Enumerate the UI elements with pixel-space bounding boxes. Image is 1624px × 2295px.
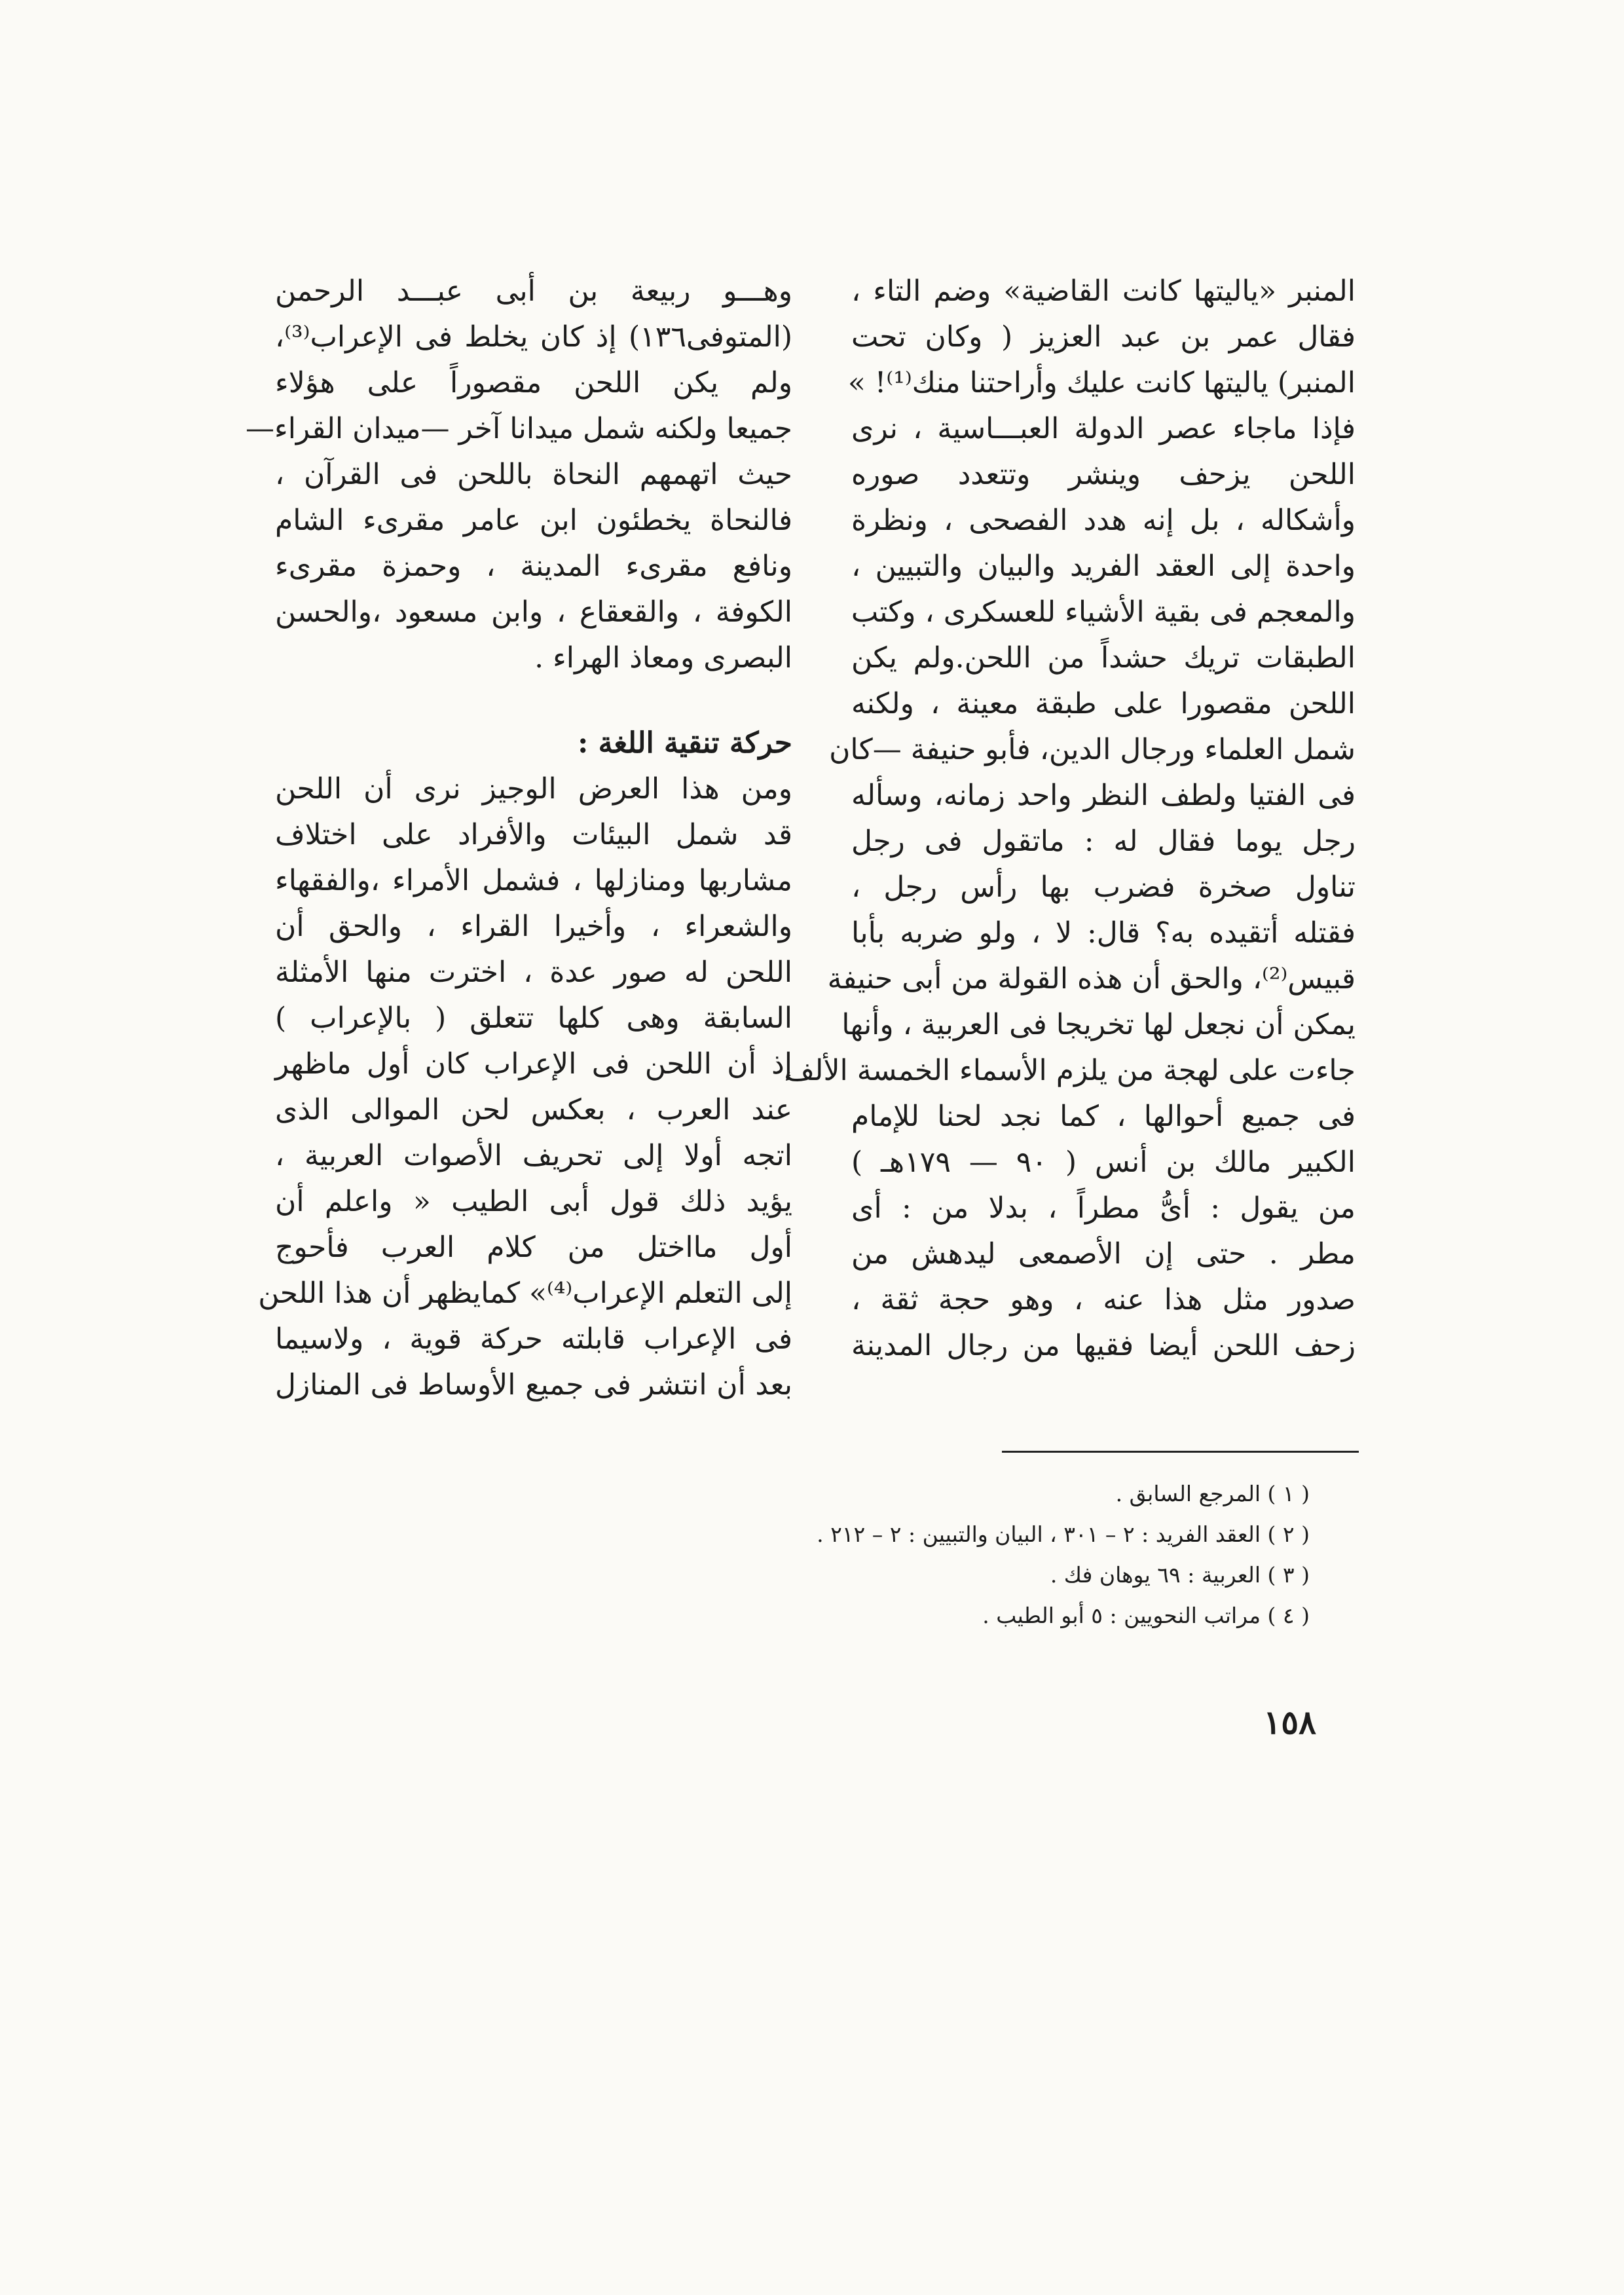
text-line: اللحن يزحف وينشر وتتعدد صوره (851, 458, 1356, 491)
section-heading: حركة تنقية اللغة : (578, 726, 792, 760)
footnote-divider (1002, 1451, 1359, 1453)
text-line: اللحن مقصورا على طبقة معينة ، ولكنه (851, 687, 1356, 720)
text-line: عند العرب ، بعكس لحن الموالى الذى (275, 1093, 792, 1127)
text-line: ونافع مقرىء المدينة ، وحمزة مقرىء (275, 550, 792, 583)
text-line: إلى التعلم الإعراب⁽⁴⁾» كمايظهر أن هذا اللحن (258, 1277, 792, 1310)
footnotes (655, 1474, 1310, 1636)
text-line: والمعجم فى بقية الأشياء للعسكرى ، وكتب (851, 595, 1356, 629)
text-line: البصرى ومعاذ الهراء . (534, 641, 792, 675)
text-line: الكبير مالك بن أنس ( ٩٠ — ١٧٩هـ ) (851, 1146, 1356, 1179)
text-line: والشعراء ، وأخيرا القراء ، والحق أن (275, 910, 792, 943)
text-line: السابقة وهى كلها تتعلق ( بالإعراب ) (275, 1001, 792, 1035)
text-line: تناول صخرة فضرب بها رأس رجل ، (851, 870, 1356, 904)
text-line: فى الفتيا ولطف النظر واحد زمانه، وسأله (851, 779, 1356, 812)
text-line: مطر . حتى إن الأصمعى ليدهش من (851, 1237, 1356, 1271)
text-line: واحدة إلى العقد الفريد والبيان والتبيين ، (851, 550, 1356, 583)
text-line: يمكن أن نجعل لها تخريجا فى العربية ، وأنها (841, 1008, 1356, 1041)
text-line: اتجه أولا إلى تحريف الأصوات العربية ، (275, 1139, 792, 1172)
text-line: وهـــو ربيعة بن أبى عبـــد الرحمن (275, 274, 792, 308)
text-line: فقال عمر بن عبد العزيز ( وكان تحت (851, 320, 1356, 354)
text-line: وأشكاله ، بل إنه هدد الفصحى ، ونظرة (851, 504, 1356, 537)
text-line: مشاربها ومنازلها ، فشمل الأمراء ،والفقهاء (275, 864, 792, 897)
text-line: جميعا ولكنه شمل ميدانا آخر —ميدان القراء— (246, 412, 792, 445)
text-line: قبيس⁽²⁾، والحق أن هذه القولة من أبى حنيفة (827, 962, 1356, 996)
text-line: الكوفة ، والقعقاع ، وابن مسعود ،والحسن (275, 595, 792, 629)
footnote: ( ١ ) المرجع السابق . (1115, 1481, 1310, 1506)
text-line: يؤيد ذلك قول أبى الطيب « واعلم أن (275, 1185, 792, 1218)
left-text-column (246, 269, 792, 1408)
text-line: فى جميع أحوالها ، كما نجد لحنا للإمام (851, 1100, 1356, 1133)
footnote: ( ٤ ) مراتب النحويين : ٥ أبو الطيب . (982, 1603, 1310, 1628)
footnote: ( ٢ ) العقد الفريد : ٢ – ٣٠١ ، البيان والتبيين : ٢ – ٢١٢ . (817, 1521, 1310, 1547)
text-line: رجل يوما فقال له : ماتقول فى رجل (851, 825, 1356, 858)
text-line: (المتوفى١٣٦) إذ كان يخلط فى الإعراب⁽³⁾، (275, 320, 792, 354)
text-line: زحف اللحن أيضا فقيها من رجال المدينة (851, 1329, 1356, 1362)
page-number: ١٥٨ (1263, 1703, 1316, 1742)
text-line: أول مااختل من كلام العرب فأحوج (275, 1231, 792, 1264)
text-line: فقتله أتقيده به؟ قال: لا ، ولو ضربه بأبا (851, 916, 1356, 950)
text-line: صدور مثل هذا عنه ، وهو حجة ثقة ، (851, 1283, 1356, 1316)
text-line: ولم يكن اللحن مقصوراً على هؤلاء (275, 366, 792, 400)
text-line: المنبر) ياليتها كانت عليك وأراحتنا منك⁽¹⁾! » (847, 366, 1356, 400)
footnote: ( ٣ ) العربية : ٦٩ يوهان فك . (1050, 1562, 1310, 1588)
text-line: فإذا ماجاء عصر الدولة العبـــاسية ، نرى (851, 412, 1356, 445)
text-line: ومن هذا العرض الوجيز نرى أن اللحن (275, 772, 792, 806)
text-line: من يقول : أىُّ مطراً ، بدلا من : أى (851, 1191, 1356, 1225)
text-line: الطبقات تريك حشداً من اللحن.ولم يكن (851, 641, 1356, 675)
text-line: اللحن له صور عدة ، اخترت منها الأمثلة (275, 956, 792, 989)
text-line: شمل العلماء ورجال الدين، فأبو حنيفة —كان (829, 733, 1356, 766)
text-line: إذ أن اللحن فى الإعراب كان أول ماظهر (275, 1047, 792, 1081)
text-line: المنبر «ياليتها كانت القاضية» وضم التاء ، (851, 274, 1356, 308)
text-line: قد شمل البيئات والأفراد على اختلاف (275, 818, 792, 851)
text-line: فالنحاة يخطئون ابن عامر مقرىء الشام (275, 504, 792, 537)
text-line: بعد أن انتشر فى جميع الأوساط فى المنازل (275, 1368, 792, 1402)
text-line: فى الإعراب قابلته حركة قوية ، ولاسيما (275, 1322, 792, 1356)
right-text-column (784, 269, 1356, 1369)
text-line: حيث اتهمهم النحاة باللحن فى القرآن ، (275, 458, 792, 491)
text-line: جاءت على لهجة من يلزم الأسماء الخمسة الألف (784, 1054, 1356, 1087)
